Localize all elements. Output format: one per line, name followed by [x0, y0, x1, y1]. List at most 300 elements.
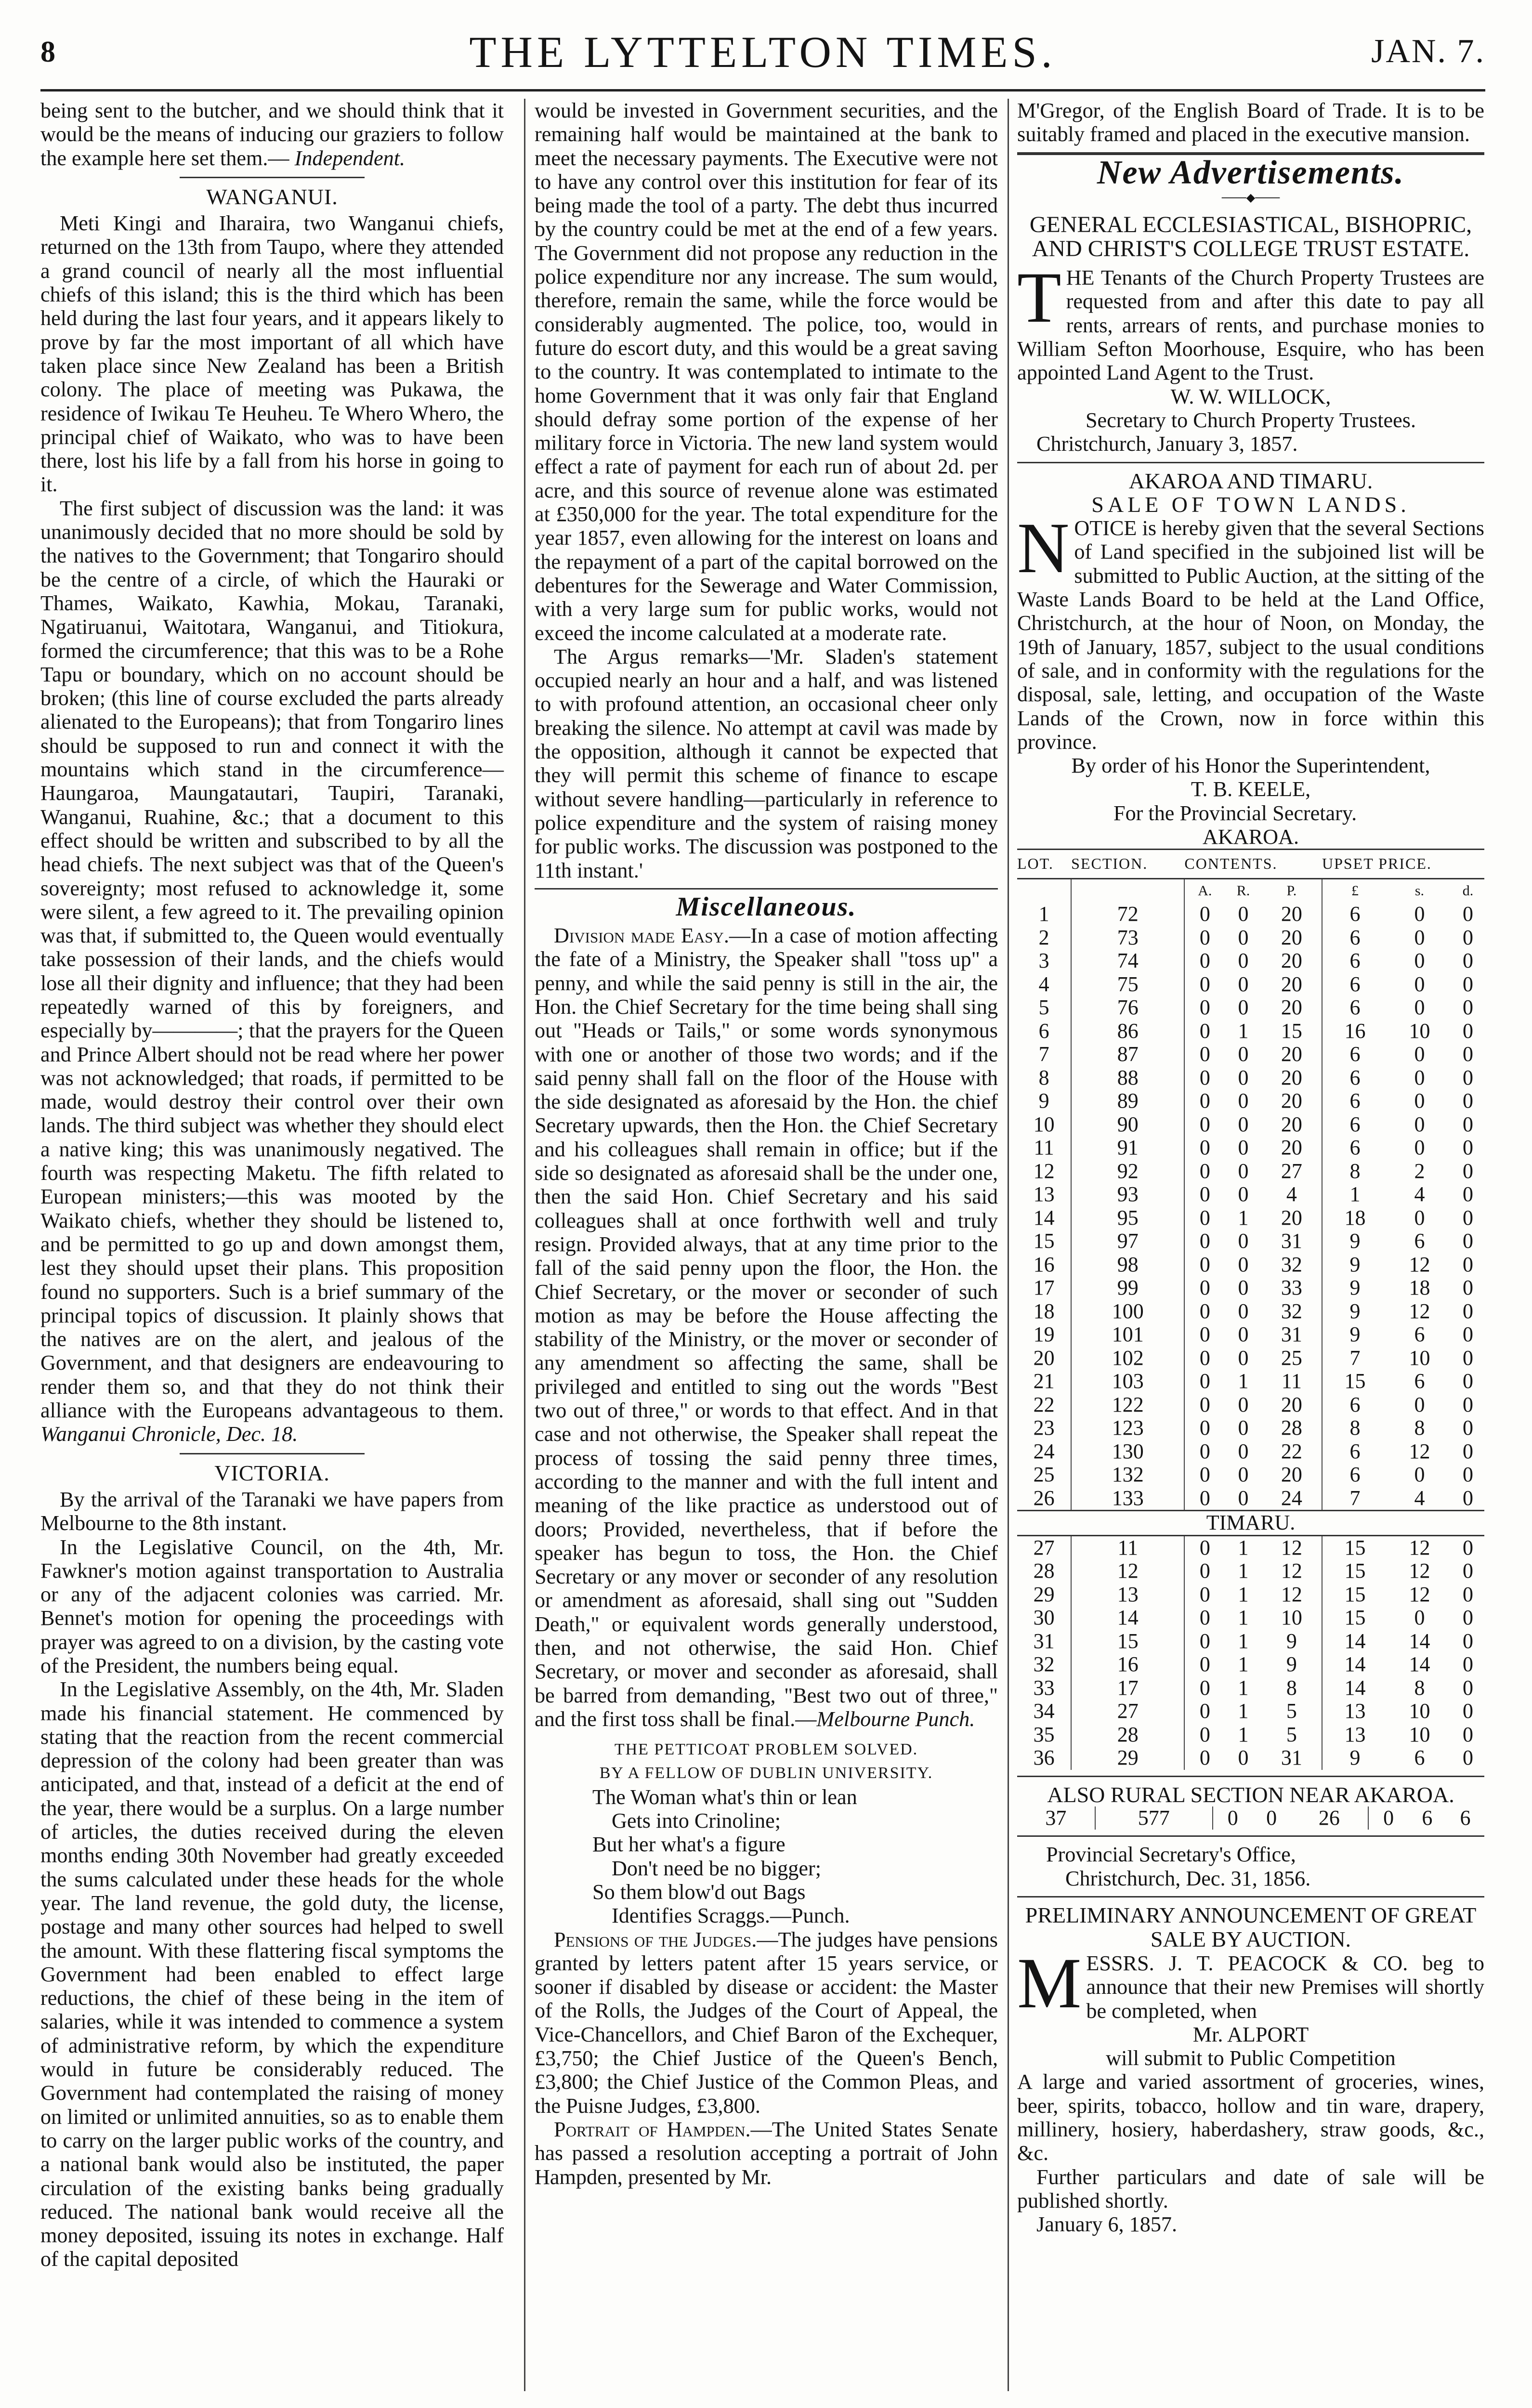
auction-goods: A large and varied assortment of groceries, wines, beer, spirits, tobacco, hollow and tin ware, drapery, millinery, hosiery, haberdashery, straw goods, &c., &c.: [1017, 2070, 1484, 2165]
table-cell: 0: [1199, 949, 1210, 973]
table-cell: 10: [1409, 1019, 1430, 1043]
table-cell: 20: [1262, 926, 1322, 950]
column-header: CONTENTS.: [1184, 850, 1322, 878]
table-cell: 15: [1017, 1230, 1071, 1253]
table-cell: 0: [1199, 1252, 1210, 1276]
table-cell: 74: [1071, 949, 1184, 973]
table-cell: 75: [1071, 973, 1184, 996]
table-cell: 0: [1462, 1606, 1473, 1630]
table-row: [1017, 1043, 1484, 1066]
timaru-rows: [1017, 1535, 1484, 1770]
table-cell: 16: [1071, 1653, 1184, 1676]
table-cell: 0: [1462, 1559, 1473, 1583]
table-cell: 0: [1199, 1559, 1210, 1583]
table-row: [1017, 1183, 1484, 1206]
table-cell: 0: [1199, 1535, 1210, 1559]
table-cell: 8: [1414, 1675, 1425, 1700]
masthead-rule: [40, 89, 1485, 92]
table-cell: 20: [1262, 1393, 1322, 1417]
table-cell: 7: [1349, 1346, 1361, 1370]
table-cell: 99: [1071, 1276, 1184, 1300]
table-row: [1017, 1583, 1484, 1607]
table-cell: 0: [1238, 972, 1249, 996]
victoria-paragraph: In the Legislative Assembly, on the 4th, Mr. Sladen made his financial statement. He commenced by stating that the reaction from the recent commercial depression of the colony had been greater than was anticipated, and that, instead of a deficit at the end of the year, there would be a surplus. On a large number of articles, the duties received during the eleven months ending 30th November had greatly exceeded the sums calculated under these heads for the whole year. The land revenue, the gold duty, the license, postage and many other sources had helped to swell the amount. With these flattering fiscal symptoms the Government had been enabled to effect large reductions, the chief of these being in the item of salaries, while it was intended to commence a system of administrative reform, by which the expenditure would in future be considerably reduced. The Government had contemplated the raising of money on limited or unlimited annuities, so as to enable them to carry on the larger public works of the country, and a national bank would also be instituted, the paper circulation of the existing banks being gradually reduced. The national bank would receive all the money deposited, issuing its notes in exchange. Half of the capital deposited: [40, 1677, 504, 2271]
table-cell: 1: [1238, 1699, 1249, 1723]
table-cell: 123: [1071, 1416, 1184, 1440]
table-cell: 0: [1238, 1229, 1249, 1253]
column-header: SECTION.: [1071, 850, 1184, 878]
table-row: [1017, 1700, 1484, 1723]
table-cell: 10: [1409, 1699, 1430, 1723]
table-cell: 0: [1238, 1299, 1249, 1323]
table-cell: 0: [1238, 902, 1249, 926]
table-cell: 0: [1199, 1369, 1210, 1393]
table-cell: 0: [1199, 1299, 1210, 1323]
article-continuation: being sent to the butcher, and we should think that it would be the means of inducing our graziers to follow the example here set them.— Independent.: [40, 99, 504, 170]
table-cell: 14: [1344, 1629, 1366, 1653]
table-row: [1017, 903, 1484, 926]
table-cell: 9: [1349, 1746, 1361, 1770]
akaroa-subtitle: SALE OF TOWN LANDS.: [1091, 492, 1410, 517]
divider: [1017, 1776, 1484, 1777]
table-cell: 0: [1462, 1346, 1473, 1370]
table-cell: 0: [1238, 1416, 1249, 1440]
table-cell: 20: [1262, 1206, 1322, 1230]
table-cell: 0: [1199, 1205, 1210, 1230]
table-cell: 0: [1462, 1416, 1473, 1440]
akaroa-label: AKAROA.: [1202, 825, 1299, 849]
table-cell: 0: [1414, 1065, 1425, 1089]
table-cell: 0: [1414, 1136, 1425, 1160]
table-cell: 0: [1238, 1065, 1249, 1089]
table-cell: 0: [1414, 1205, 1425, 1230]
table-cell: 2: [1017, 926, 1071, 950]
divider: [1017, 1896, 1484, 1898]
table-cell: 6: [1349, 949, 1361, 973]
table-cell: 7: [1017, 1043, 1071, 1066]
land-sale-table: [1017, 849, 1484, 1769]
table-cell: 0: [1199, 1136, 1210, 1160]
table-cell: 17: [1017, 1276, 1071, 1300]
table-cell: 0: [1462, 1276, 1473, 1300]
ecclesiastical-role: Secretary to Church Property Trustees.: [1085, 408, 1416, 432]
akaroa-title: AKAROA AND TIMARU.: [1128, 468, 1373, 493]
table-cell: 8: [1349, 1159, 1361, 1183]
table-cell: 6: [1349, 925, 1361, 949]
new-advertisements-heading: New Advertisements.: [1097, 154, 1405, 191]
table-cell: 13: [1017, 1183, 1071, 1206]
table-row: [1017, 1746, 1484, 1770]
table-cell: 0: [1462, 1486, 1473, 1510]
table-row: [1017, 1020, 1484, 1043]
table-cell: 0: [1462, 1439, 1473, 1463]
table-cell: 6: [1414, 1322, 1425, 1347]
table-cell: 15: [1344, 1582, 1366, 1606]
table-cell: 0: [1199, 1722, 1210, 1746]
table-cell: 8: [1017, 1066, 1071, 1090]
unit-label: £: [1351, 882, 1359, 899]
table-cell: 0: [1199, 1159, 1210, 1183]
table-cell: 32: [1017, 1653, 1071, 1676]
portrait-continuation: M'Gregor, of the English Board of Trade. It is to be suitably framed and placed in the executive mansion.: [1017, 99, 1484, 146]
victoria-paragraph: In the Legislative Council, on the 4th, Mr. Fawkner's motion against transportation to Australia or any of the adjacent colonies was carried. Mr. Bennet's motion for opening the proceedings with prayer was agreed to on a division, by the casting vote of the President, the numbers being equal.: [40, 1535, 504, 1677]
table-row: [1017, 949, 1484, 973]
table-cell: 6: [1349, 902, 1361, 926]
table-cell: 6: [1017, 1020, 1071, 1043]
table-cell: 5: [1262, 1723, 1322, 1747]
table-cell: 20: [1262, 996, 1322, 1020]
table-cell: 18: [1344, 1205, 1366, 1230]
auction-further: Further particulars and date of sale will be published shortly.: [1017, 2165, 1484, 2212]
table-row: [1017, 1630, 1484, 1653]
table-cell: 0: [1462, 1652, 1473, 1676]
table-cell: 122: [1071, 1393, 1184, 1417]
table-cell: 31: [1017, 1630, 1071, 1653]
table-cell: 95: [1071, 1206, 1184, 1230]
table-cell: 12: [1409, 1252, 1430, 1276]
table-cell: 0: [1462, 1746, 1473, 1770]
table-cell: 8: [1414, 1416, 1425, 1440]
akaroa-rows: [1017, 903, 1484, 1511]
table-cell: 36: [1017, 1746, 1071, 1770]
table-cell: 10: [1017, 1113, 1071, 1137]
table-cell: 26: [1291, 1806, 1369, 1830]
table-cell: 93: [1071, 1183, 1184, 1206]
table-cell: 0: [1462, 1675, 1473, 1700]
sale-notice: NOTICE is hereby given that the several Sections of Land specified in the subjoined list will be submitted to Public Auction, at the sitting of the Waste Lands Board to be held at the Land Office, Christchurch, at the hour of Noon, on Monday, the 19th of January, 1857, subject to the usual conditions of sale, and in conformity with the regulations for the disposal, sale, letting, and occupation of the Waste Lands of the Crown, now in force within this province.: [1017, 508, 1484, 754]
table-cell: 5: [1017, 996, 1071, 1020]
poem-title: THE PETTICOAT PROBLEM SOLVED.: [614, 1741, 918, 1759]
provincial-date: Christchurch, Dec. 31, 1856.: [1065, 1866, 1311, 1890]
column-2: [535, 99, 998, 2189]
table-cell: 0: [1462, 1252, 1473, 1276]
column-divider: [524, 99, 525, 2391]
table-row: [1017, 1253, 1484, 1277]
table-cell: 1: [1238, 1629, 1249, 1653]
victoria-continuation: would be invested in Government securities, and the remaining half would be maintained at the bank to meet the necessary payments. The Executive were not to have any control over this institution for fear of its being made the tool of a party. The debt thus incurred by the country could be met at the end of a few years. The Government did not propose any reduction in the police expenditure nor any increase. The sum would, therefore, remain the same, while the force would be considerably augmented. The police, too, would in future do escort duty, and this would be a great saving to the country. It was contemplated to intimate to the home Government that it was only fair that England should defray some portion of the expense of her military force in Victoria. The new land system would effect a rate of payment for each run of about 2d. per acre, and this source of revenue alone was estimated at £350,000 for the year. The total expenditure for the year 1857, even allowing for the interest on loans and the repayment of a part of the capital borrowed on the debentures for the Sewerage and Water Commission, with a very large sum for public works, would not exceed the income calculated at a moderate rate.: [535, 99, 998, 645]
table-cell: 20: [1262, 1113, 1322, 1137]
table-cell: 6: [1349, 1089, 1361, 1113]
column-header: UPSET PRICE.: [1322, 850, 1484, 878]
table-cell: 0: [1462, 1112, 1473, 1136]
table-cell: 1: [1238, 1582, 1249, 1606]
table-cell: 9: [1349, 1322, 1361, 1347]
table-cell: 0: [1199, 1112, 1210, 1136]
table-cell: 0: [1199, 1065, 1210, 1089]
table-row: [1017, 1535, 1484, 1559]
table-cell: 6: [1414, 1746, 1425, 1770]
table-cell: 0: [1462, 1582, 1473, 1606]
table-cell: 0: [1462, 949, 1473, 973]
table-cell: 9: [1349, 1276, 1361, 1300]
table-cell: 12: [1262, 1535, 1322, 1559]
table-row: [1017, 1676, 1484, 1700]
table-cell: 13: [1344, 1722, 1366, 1746]
table-cell: 12: [1409, 1299, 1430, 1323]
table-cell: 0: [1199, 1486, 1210, 1510]
table-cell: 14: [1409, 1629, 1430, 1653]
table-cell: 0: [1462, 995, 1473, 1020]
table-cell: 37: [1017, 1806, 1095, 1830]
table-cell: 27: [1262, 1160, 1322, 1183]
table-cell: 0: [1414, 995, 1425, 1020]
page-number: 8: [40, 36, 55, 68]
issue-date: JAN. 7.: [1371, 33, 1485, 70]
table-cell: 73: [1071, 926, 1184, 950]
table-cell: 15: [1262, 1020, 1322, 1043]
table-cell: 19: [1017, 1323, 1071, 1347]
table-cell: 14: [1017, 1206, 1071, 1230]
table-cell: 10: [1409, 1346, 1430, 1370]
table-cell: 14: [1344, 1675, 1366, 1700]
wanganui-heading: WANGANUI.: [206, 184, 338, 209]
table-row: [1017, 1393, 1484, 1417]
table-cell: 0: [1462, 1229, 1473, 1253]
ecclesiastical-notice: THE Tenants of the Church Property Trustees are requested from and after this date to pay all rents, arrears of rents, and purchase monies to William Sefton Moorhouse, Esquire, who has been appointed Land Agent to the Trust.: [1017, 258, 1484, 385]
table-row: [1017, 1606, 1484, 1630]
table-row: [1017, 1723, 1484, 1747]
table-cell: 33: [1017, 1676, 1071, 1700]
auctioneer: Mr. ALPORT: [1192, 2022, 1309, 2046]
ecclesiastical-title: GENERAL ECCLESIASTICAL, BISHOPRIC, AND CHRIST'S COLLEGE TRUST ESTATE.: [1029, 212, 1472, 262]
table-cell: 88: [1071, 1066, 1184, 1090]
table-cell: 132: [1071, 1463, 1184, 1487]
table-cell: 12: [1262, 1559, 1322, 1583]
table-cell: 6: [1349, 1065, 1361, 1089]
table-cell: 0: [1462, 902, 1473, 926]
table-cell: 0: [1199, 1629, 1210, 1653]
pensions-article: Pensions of the Judges.—The judges have pensions granted by letters patent after 15 years service, or sooner if disabled by disease or accident: the Master of the Rolls, the Judges of the Court of Appeal, the Vice-Chancellors, and Chief Baron of the Exchequer, £3,750; the Chief Justice of the Queen's Bench, £3,800; the Chief Justice of the Common Pleas, and the Puisne Judges, £3,800.: [535, 1927, 998, 2118]
table-cell: 27: [1017, 1535, 1071, 1559]
table-cell: 0: [1199, 1019, 1210, 1043]
table-cell: 20: [1262, 949, 1322, 973]
table-cell: 12: [1409, 1535, 1430, 1559]
table-row: [1017, 996, 1484, 1020]
table-cell: 35: [1017, 1723, 1071, 1747]
portrait-article: Portrait of Hampden.—The United States Senate has passed a resolution accepting a portrait of John Hampden, presented by Mr.: [535, 2117, 998, 2189]
table-row: [1017, 1440, 1484, 1464]
table-cell: 12: [1409, 1439, 1430, 1463]
table-cell: 1: [1238, 1652, 1249, 1676]
table-cell: 4: [1414, 1486, 1425, 1510]
poem-line: So them blow'd out Bags: [592, 1880, 806, 1904]
table-row: [1017, 1806, 1484, 1830]
table-cell: 13: [1071, 1583, 1184, 1607]
table-cell: 7: [1349, 1486, 1361, 1510]
table-row: [1017, 1416, 1484, 1440]
rural-table: [1017, 1806, 1484, 1830]
table-cell: 1: [1238, 1019, 1249, 1043]
table-cell: 6: [1349, 1112, 1361, 1136]
ornament: ───◆───: [1221, 191, 1280, 204]
table-cell: 14: [1409, 1652, 1430, 1676]
table-cell: 15: [1344, 1535, 1366, 1559]
auction-date: January 6, 1857.: [1036, 2212, 1178, 2237]
table-cell: 102: [1071, 1347, 1184, 1370]
table-cell: 12: [1409, 1559, 1430, 1583]
table-row: [1017, 1370, 1484, 1393]
table-cell: 29: [1017, 1583, 1071, 1607]
table-cell: 0: [1238, 1346, 1249, 1370]
table-cell: 0: [1462, 1042, 1473, 1066]
table-cell: 16: [1344, 1019, 1366, 1043]
poem-line: Gets into Crinoline;: [612, 1809, 781, 1833]
table-row: [1017, 1559, 1484, 1583]
table-cell: 5: [1262, 1700, 1322, 1723]
table-cell: 0: [1238, 1276, 1249, 1300]
table-cell: 0: [1462, 1182, 1473, 1206]
table-cell: 9: [1349, 1252, 1361, 1276]
table-row: [1017, 1066, 1484, 1090]
table-cell: 14: [1344, 1652, 1366, 1676]
table-cell: 0: [1266, 1806, 1277, 1830]
column-header: LOT.: [1017, 850, 1071, 878]
table-cell: 1: [1238, 1722, 1249, 1746]
table-cell: 14: [1071, 1606, 1184, 1630]
table-row: [1017, 1653, 1484, 1676]
column-3: [1017, 99, 1484, 2237]
table-cell: 20: [1262, 1136, 1322, 1160]
table-cell: 6: [1349, 1439, 1361, 1463]
table-cell: 0: [1199, 1042, 1210, 1066]
table-cell: 34: [1017, 1700, 1071, 1723]
argus-paragraph: The Argus remarks—'Mr. Sladen's statement occupied nearly an hour and a half, and was listened to with profound attention, an occasional cheer only breaking the silence. No attempt at cavil was made by the opposition, although it cannot be expected that they will permit this scheme of finance to escape without severe handling—particularly in reference to police expenditure and the system of raising money for public works. The discussion was postponed to the 11th instant.': [535, 644, 998, 882]
table-cell: 12: [1262, 1583, 1322, 1607]
table-cell: 0: [1199, 902, 1210, 926]
victoria-heading: VICTORIA.: [214, 1460, 330, 1485]
table-cell: 0: [1238, 1463, 1249, 1487]
table-cell: 103: [1071, 1370, 1184, 1393]
table-cell: 22: [1017, 1393, 1071, 1417]
rural-title: ALSO RURAL SECTION NEAR AKAROA.: [1047, 1782, 1454, 1807]
table-cell: 6: [1414, 1369, 1425, 1393]
table-cell: 31: [1262, 1230, 1322, 1253]
table-cell: 9: [1017, 1089, 1071, 1113]
table-cell: 0: [1462, 1159, 1473, 1183]
table-cell: 3: [1017, 949, 1071, 973]
table-cell: 18: [1017, 1300, 1071, 1323]
table-cell: 15: [1071, 1630, 1184, 1653]
table-cell: 31: [1262, 1323, 1322, 1347]
table-cell: 9: [1349, 1229, 1361, 1253]
table-cell: 0: [1414, 1606, 1425, 1630]
table-cell: 0: [1462, 1535, 1473, 1559]
miscellaneous-heading: Miscellaneous.: [676, 891, 857, 922]
table-cell: 31: [1262, 1746, 1322, 1770]
table-cell: 23: [1017, 1416, 1071, 1440]
table-row: [1017, 1463, 1484, 1487]
table-cell: 0: [1238, 1392, 1249, 1416]
masthead: [40, 26, 1485, 84]
poem-line: Don't need be no bigger;: [612, 1856, 821, 1880]
table-cell: 1: [1238, 1369, 1249, 1393]
table-cell: 0: [1238, 925, 1249, 949]
table-cell: 6: [1414, 1229, 1425, 1253]
table-cell: 24: [1262, 1487, 1322, 1511]
table-cell: 1: [1238, 1675, 1249, 1700]
table-cell: 98: [1071, 1253, 1184, 1277]
table-cell: 0: [1199, 1699, 1210, 1723]
table-cell: 0: [1199, 1652, 1210, 1676]
divider: [180, 1453, 365, 1454]
table-row: [1017, 1113, 1484, 1137]
table-cell: 0: [1238, 1112, 1249, 1136]
table-cell: 12: [1409, 1582, 1430, 1606]
divider: [1017, 1835, 1484, 1837]
table-row: [1017, 1230, 1484, 1253]
table-row: [1017, 1160, 1484, 1183]
column-1: [40, 99, 504, 2271]
wanganui-paragraph: Meti Kingi and Iharaira, two Wanganui chiefs, returned on the 13th from Taupo, where they attended a grand council of nearly all the most influential chiefs of this island; this is the third which has been held during the last four years, and it appears likely to prove by far the most important of all which have taken place since New Zealand has been a British colony. The place of meeting was Pukawa, the residence of Iwikau Te Heuheu. Te Whero Whero, the principal chief of Waikato, who was to have been there, lost his life by a fall from his horse in going to it.: [40, 211, 504, 497]
table-cell: 24: [1017, 1440, 1071, 1464]
table-cell: 0: [1462, 1089, 1473, 1113]
table-cell: 0: [1238, 1486, 1249, 1510]
unit-label: d.: [1462, 882, 1474, 899]
table-cell: 28: [1071, 1723, 1184, 1747]
table-cell: 0: [1414, 1463, 1425, 1487]
table-cell: 8: [1349, 1416, 1361, 1440]
table-cell: 32: [1262, 1300, 1322, 1323]
table-cell: 28: [1017, 1559, 1071, 1583]
table-cell: 0: [1199, 1439, 1210, 1463]
poem: [535, 1785, 998, 1928]
table-cell: 0: [1238, 1746, 1249, 1770]
table-cell: 0: [1414, 949, 1425, 973]
table-cell: 20: [1262, 903, 1322, 926]
table-cell: 0: [1238, 1136, 1249, 1160]
table-cell: 0: [1462, 1392, 1473, 1416]
table-row: [1017, 1487, 1484, 1511]
table-cell: 20: [1262, 1066, 1322, 1090]
table-cell: 72: [1071, 903, 1184, 926]
table-cell: 4: [1414, 1182, 1425, 1206]
table-cell: 0: [1238, 1252, 1249, 1276]
table-cell: 11: [1262, 1370, 1322, 1393]
table-cell: 33: [1262, 1276, 1322, 1300]
table-cell: 4: [1262, 1183, 1322, 1206]
ecclesiastical-signature: W. W. WILLOCK,: [1170, 384, 1331, 408]
table-cell: 30: [1017, 1606, 1071, 1630]
divider: [1017, 462, 1484, 463]
table-cell: 76: [1071, 996, 1184, 1020]
newspaper-title: THE LYTTELTON TIMES.: [469, 27, 1057, 77]
table-cell: 0: [1199, 1182, 1210, 1206]
column-divider: [1008, 99, 1009, 2391]
table-cell: 6: [1349, 1136, 1361, 1160]
table-cell: 0: [1462, 1322, 1473, 1347]
table-cell: 0: [1199, 1606, 1210, 1630]
table-row: [1017, 973, 1484, 996]
table-row: [1017, 1276, 1484, 1300]
table-cell: 9: [1262, 1653, 1322, 1676]
table-cell: 0: [1383, 1806, 1394, 1830]
table-cell: 12: [1071, 1559, 1184, 1583]
table-cell: 9: [1349, 1299, 1361, 1323]
table-cell: 0: [1199, 1416, 1210, 1440]
table-cell: 20: [1262, 1043, 1322, 1066]
table-cell: 6: [1349, 1463, 1361, 1487]
sale-notice-order: By order of his Honor the Superintendent,: [1071, 754, 1430, 778]
table-cell: 1: [1017, 903, 1071, 926]
table-cell: 8: [1262, 1676, 1322, 1700]
table-cell: 0: [1414, 1042, 1425, 1066]
table-cell: 0: [1462, 1369, 1473, 1393]
table-cell: 1: [1238, 1606, 1249, 1630]
table-cell: 16: [1017, 1253, 1071, 1277]
table-cell: 25: [1017, 1463, 1071, 1487]
table-cell: 0: [1462, 1065, 1473, 1089]
table-cell: 6: [1349, 1392, 1361, 1416]
